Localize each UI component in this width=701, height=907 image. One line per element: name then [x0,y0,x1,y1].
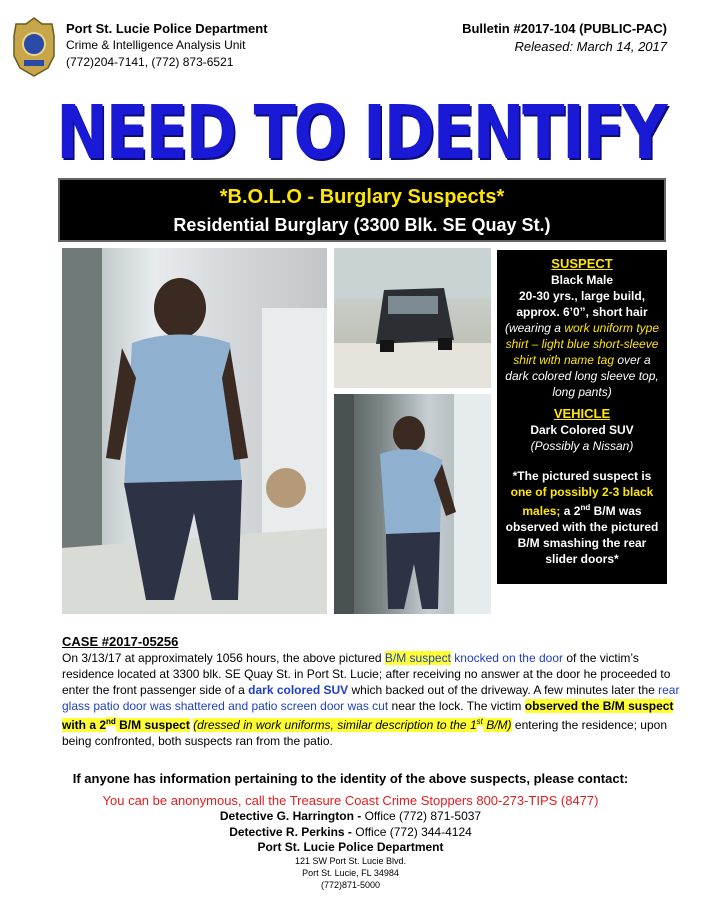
headline: NEED TO IDENTIFY [56,90,666,176]
suspect-description-box [497,250,667,584]
address-phone: (772)871-5000 [320,880,381,890]
suspect-figure-icon [334,394,491,614]
vehicle-description: Dark Colored SUV [530,423,634,437]
suv-photo [334,248,491,388]
bolo-title-box [58,178,666,242]
case-number: CASE #2017-05256 [62,634,179,649]
department-name: Port St. Lucie Police Department [66,21,268,36]
address-line-2: Port St. Lucie, FL 34984 [302,868,399,878]
vehicle-heading: VEHICLE [553,406,611,421]
suspect-figure-icon [62,248,327,614]
detective-harrington: Detective G. Harrington - Office (772) 871-5037 [219,809,482,823]
suspect-race-sex: Black Male [550,273,614,287]
suv-icon [334,248,491,388]
suspect-heading: SUSPECT [551,256,613,271]
department-phones: (772)204-7141, (772) 873-6521 [66,55,234,69]
suspect-note: *The pictured suspect is one of possibly 2-3 black males; a 2nd B/M was observed with the pictured B/M smashing the rear slider doors* [505,469,659,566]
suspect-photo-secondary [334,394,491,614]
suspect-physical: 20-30 yrs., large build, approx. 6’0”, short hair [516,289,648,319]
contact-department: Port St. Lucie Police Department [257,840,444,854]
address-line-1: 121 SW Port St. Lucie Blvd. [294,856,407,866]
unit-name: Crime & Intelligence Analysis Unit [66,38,246,52]
bolo-subtitle: Residential Burglary (3300 Blk. SE Quay St.) [173,215,551,235]
police-badge-icon [12,16,56,78]
release-date: Released: March 14, 2017 [514,39,667,54]
bolo-title: *B.O.L.O - Burglary Suspects* [219,186,505,208]
detective-perkins: Detective R. Perkins - Office (772) 344-4124 [229,825,472,839]
case-narrative: On 3/13/17 at approximately 1056 hours, the above pictured B/M suspect knocked on the door of the victim’s residence located at 3300 blk. SE Quay St. in Port St. Lucie; after receiving no answer at the door he proceeded to enter the front passenger side of a dark colored SUV which backed out of the driveway. A few minutes later the rear glass patio door was shattered and patio screen door was cut near the lock. The victim observed the B/M suspect with a 2nd B/M suspect (dressed in work uniforms, similar description to the 1st B/M) entering the residence; upon being confronted, both suspects ran from the patio. [62,651,680,748]
vehicle-note: (Possibly a Nissan) [530,439,634,453]
crime-stoppers-line: You can be anonymous, call the Treasure Coast Crime Stoppers 800-273-TIPS (8477) [102,793,599,808]
contact-prompt: If anyone has information pertaining to the identity of the above suspects, please contact: [72,771,629,786]
suspect-photo-main [62,248,327,614]
suspect-clothing: (wearing a work uniform type shirt – light blue short-sleeve shirt with name tag over a dark colored long sleeve top, long pants) [504,321,660,399]
bulletin-number: Bulletin #2017-104 (PUBLIC-PAC) [462,21,667,36]
